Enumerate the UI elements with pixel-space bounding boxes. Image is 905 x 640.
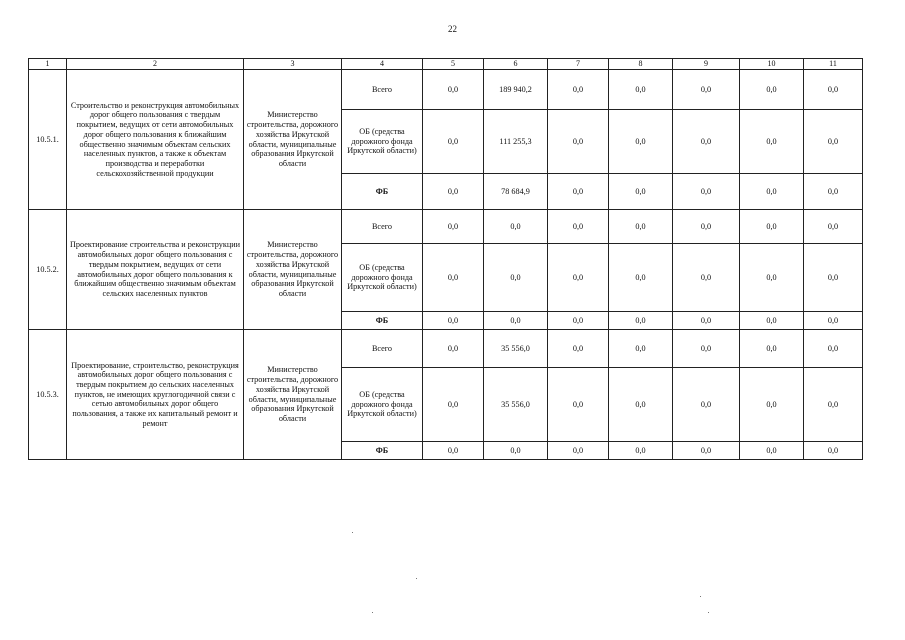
- funding-source: Всего: [342, 70, 423, 110]
- value-cell: 0,0: [740, 244, 804, 312]
- column-header: 6: [484, 59, 548, 70]
- value-cell: 0,0: [609, 210, 673, 244]
- value-cell: 0,0: [548, 330, 609, 368]
- value-cell: 0,0: [673, 210, 740, 244]
- value-cell: 0,0: [673, 442, 740, 460]
- column-header: 7: [548, 59, 609, 70]
- value-cell: 0,0: [740, 330, 804, 368]
- value-cell: 0,0: [609, 442, 673, 460]
- value-cell: 0,0: [804, 312, 863, 330]
- value-cell: 0,0: [423, 210, 484, 244]
- responsible-organization: Министерство строительства, дорожного хозяйства Иркутской области, муниципальные образования Иркутской области: [244, 330, 342, 460]
- program-table: [28, 58, 863, 460]
- value-cell: 0,0: [423, 244, 484, 312]
- value-cell: 0,0: [548, 368, 609, 442]
- value-cell: 0,0: [673, 330, 740, 368]
- value-cell: 0,0: [804, 110, 863, 174]
- value-cell: 0,0: [740, 70, 804, 110]
- item-description: Проектирование строительства и реконструкции автомобильных дорог общего пользования с твердым покрытием, ведущих от сети автомобильных дорог общего пользования к ближайшим общественно значимым объектам сельских населенных пунктов: [67, 210, 244, 330]
- table-row: [29, 330, 863, 368]
- value-cell: 0,0: [804, 70, 863, 110]
- value-cell: 0,0: [484, 244, 548, 312]
- funding-source: ОБ (средства дорожного фонда Иркутской области): [342, 244, 423, 312]
- value-cell: 0,0: [423, 312, 484, 330]
- value-cell: 0,0: [804, 244, 863, 312]
- value-cell: 0,0: [740, 110, 804, 174]
- funding-source: ФБ: [342, 174, 423, 210]
- value-cell: 0,0: [804, 210, 863, 244]
- funding-source: Всего: [342, 210, 423, 244]
- column-header: 8: [609, 59, 673, 70]
- value-cell: 0,0: [609, 330, 673, 368]
- column-header: 2: [67, 59, 244, 70]
- value-cell: 0,0: [484, 312, 548, 330]
- value-cell: 0,0: [740, 174, 804, 210]
- value-cell: 111 255,3: [484, 110, 548, 174]
- value-cell: 0,0: [548, 244, 609, 312]
- value-cell: 0,0: [548, 210, 609, 244]
- value-cell: 0,0: [804, 330, 863, 368]
- item-description: Строительство и реконструкция автомобильных дорог общего пользования с твердым покрытием, ведущих от сети автомобильных дорог общего пользования к ближайшим общественно значимым объектам сельских населенных пунктов, а также к объектам производства и переработки сельскохозяйственной продукции: [67, 70, 244, 210]
- value-cell: 0,0: [673, 368, 740, 442]
- column-header: 10: [740, 59, 804, 70]
- funding-source: ФБ: [342, 312, 423, 330]
- funding-source: ОБ (средства дорожного фонда Иркутской области): [342, 110, 423, 174]
- value-cell: 0,0: [609, 312, 673, 330]
- value-cell: 0,0: [804, 442, 863, 460]
- value-cell: 0,0: [423, 442, 484, 460]
- table-row: [29, 210, 863, 244]
- value-cell: 0,0: [740, 210, 804, 244]
- responsible-organization: Министерство строительства, дорожного хозяйства Иркутской области, муниципальные образования Иркутской области: [244, 210, 342, 330]
- value-cell: 0,0: [484, 210, 548, 244]
- value-cell: 0,0: [740, 312, 804, 330]
- value-cell: 0,0: [423, 368, 484, 442]
- value-cell: 78 684,9: [484, 174, 548, 210]
- value-cell: 0,0: [423, 174, 484, 210]
- value-cell: 0,0: [548, 312, 609, 330]
- funding-source: ОБ (средства дорожного фонда Иркутской области): [342, 368, 423, 442]
- value-cell: 0,0: [609, 70, 673, 110]
- item-number: 10.5.3.: [29, 330, 67, 460]
- value-cell: 0,0: [423, 330, 484, 368]
- value-cell: 0,0: [673, 244, 740, 312]
- item-description: Проектирование, строительство, реконструкция автомобильных дорог общего пользования с твердым покрытием до сельских населенных пунктов, не имеющих круглогодичной связи с сетью автомобильных дорог общего пользования, а также их капитальный ремонт и ремонт: [67, 330, 244, 460]
- value-cell: 35 556,0: [484, 368, 548, 442]
- column-header: 4: [342, 59, 423, 70]
- value-cell: 0,0: [673, 174, 740, 210]
- value-cell: 0,0: [673, 110, 740, 174]
- column-header: 3: [244, 59, 342, 70]
- value-cell: 189 940,2: [484, 70, 548, 110]
- value-cell: 0,0: [548, 70, 609, 110]
- value-cell: 0,0: [804, 174, 863, 210]
- page-number: 22: [448, 24, 457, 34]
- column-header: 9: [673, 59, 740, 70]
- value-cell: 0,0: [548, 110, 609, 174]
- funding-source: Всего: [342, 330, 423, 368]
- item-number: 10.5.1.: [29, 70, 67, 210]
- value-cell: 0,0: [609, 368, 673, 442]
- value-cell: 0,0: [804, 368, 863, 442]
- value-cell: 0,0: [609, 244, 673, 312]
- value-cell: 0,0: [673, 70, 740, 110]
- table-row: [29, 70, 863, 110]
- value-cell: 0,0: [548, 174, 609, 210]
- column-header: 11: [804, 59, 863, 70]
- item-number: 10.5.2.: [29, 210, 67, 330]
- value-cell: 0,0: [740, 368, 804, 442]
- value-cell: 0,0: [609, 174, 673, 210]
- funding-source: ФБ: [342, 442, 423, 460]
- responsible-organization: Министерство строительства, дорожного хозяйства Иркутской области, муниципальные образования Иркутской области: [244, 70, 342, 210]
- value-cell: 0,0: [740, 442, 804, 460]
- value-cell: 0,0: [423, 70, 484, 110]
- value-cell: 35 556,0: [484, 330, 548, 368]
- value-cell: 0,0: [673, 312, 740, 330]
- value-cell: 0,0: [484, 442, 548, 460]
- column-header: 1: [29, 59, 67, 70]
- value-cell: 0,0: [423, 110, 484, 174]
- column-header: 5: [423, 59, 484, 70]
- value-cell: 0,0: [548, 442, 609, 460]
- value-cell: 0,0: [609, 110, 673, 174]
- column-number-row: [29, 59, 863, 70]
